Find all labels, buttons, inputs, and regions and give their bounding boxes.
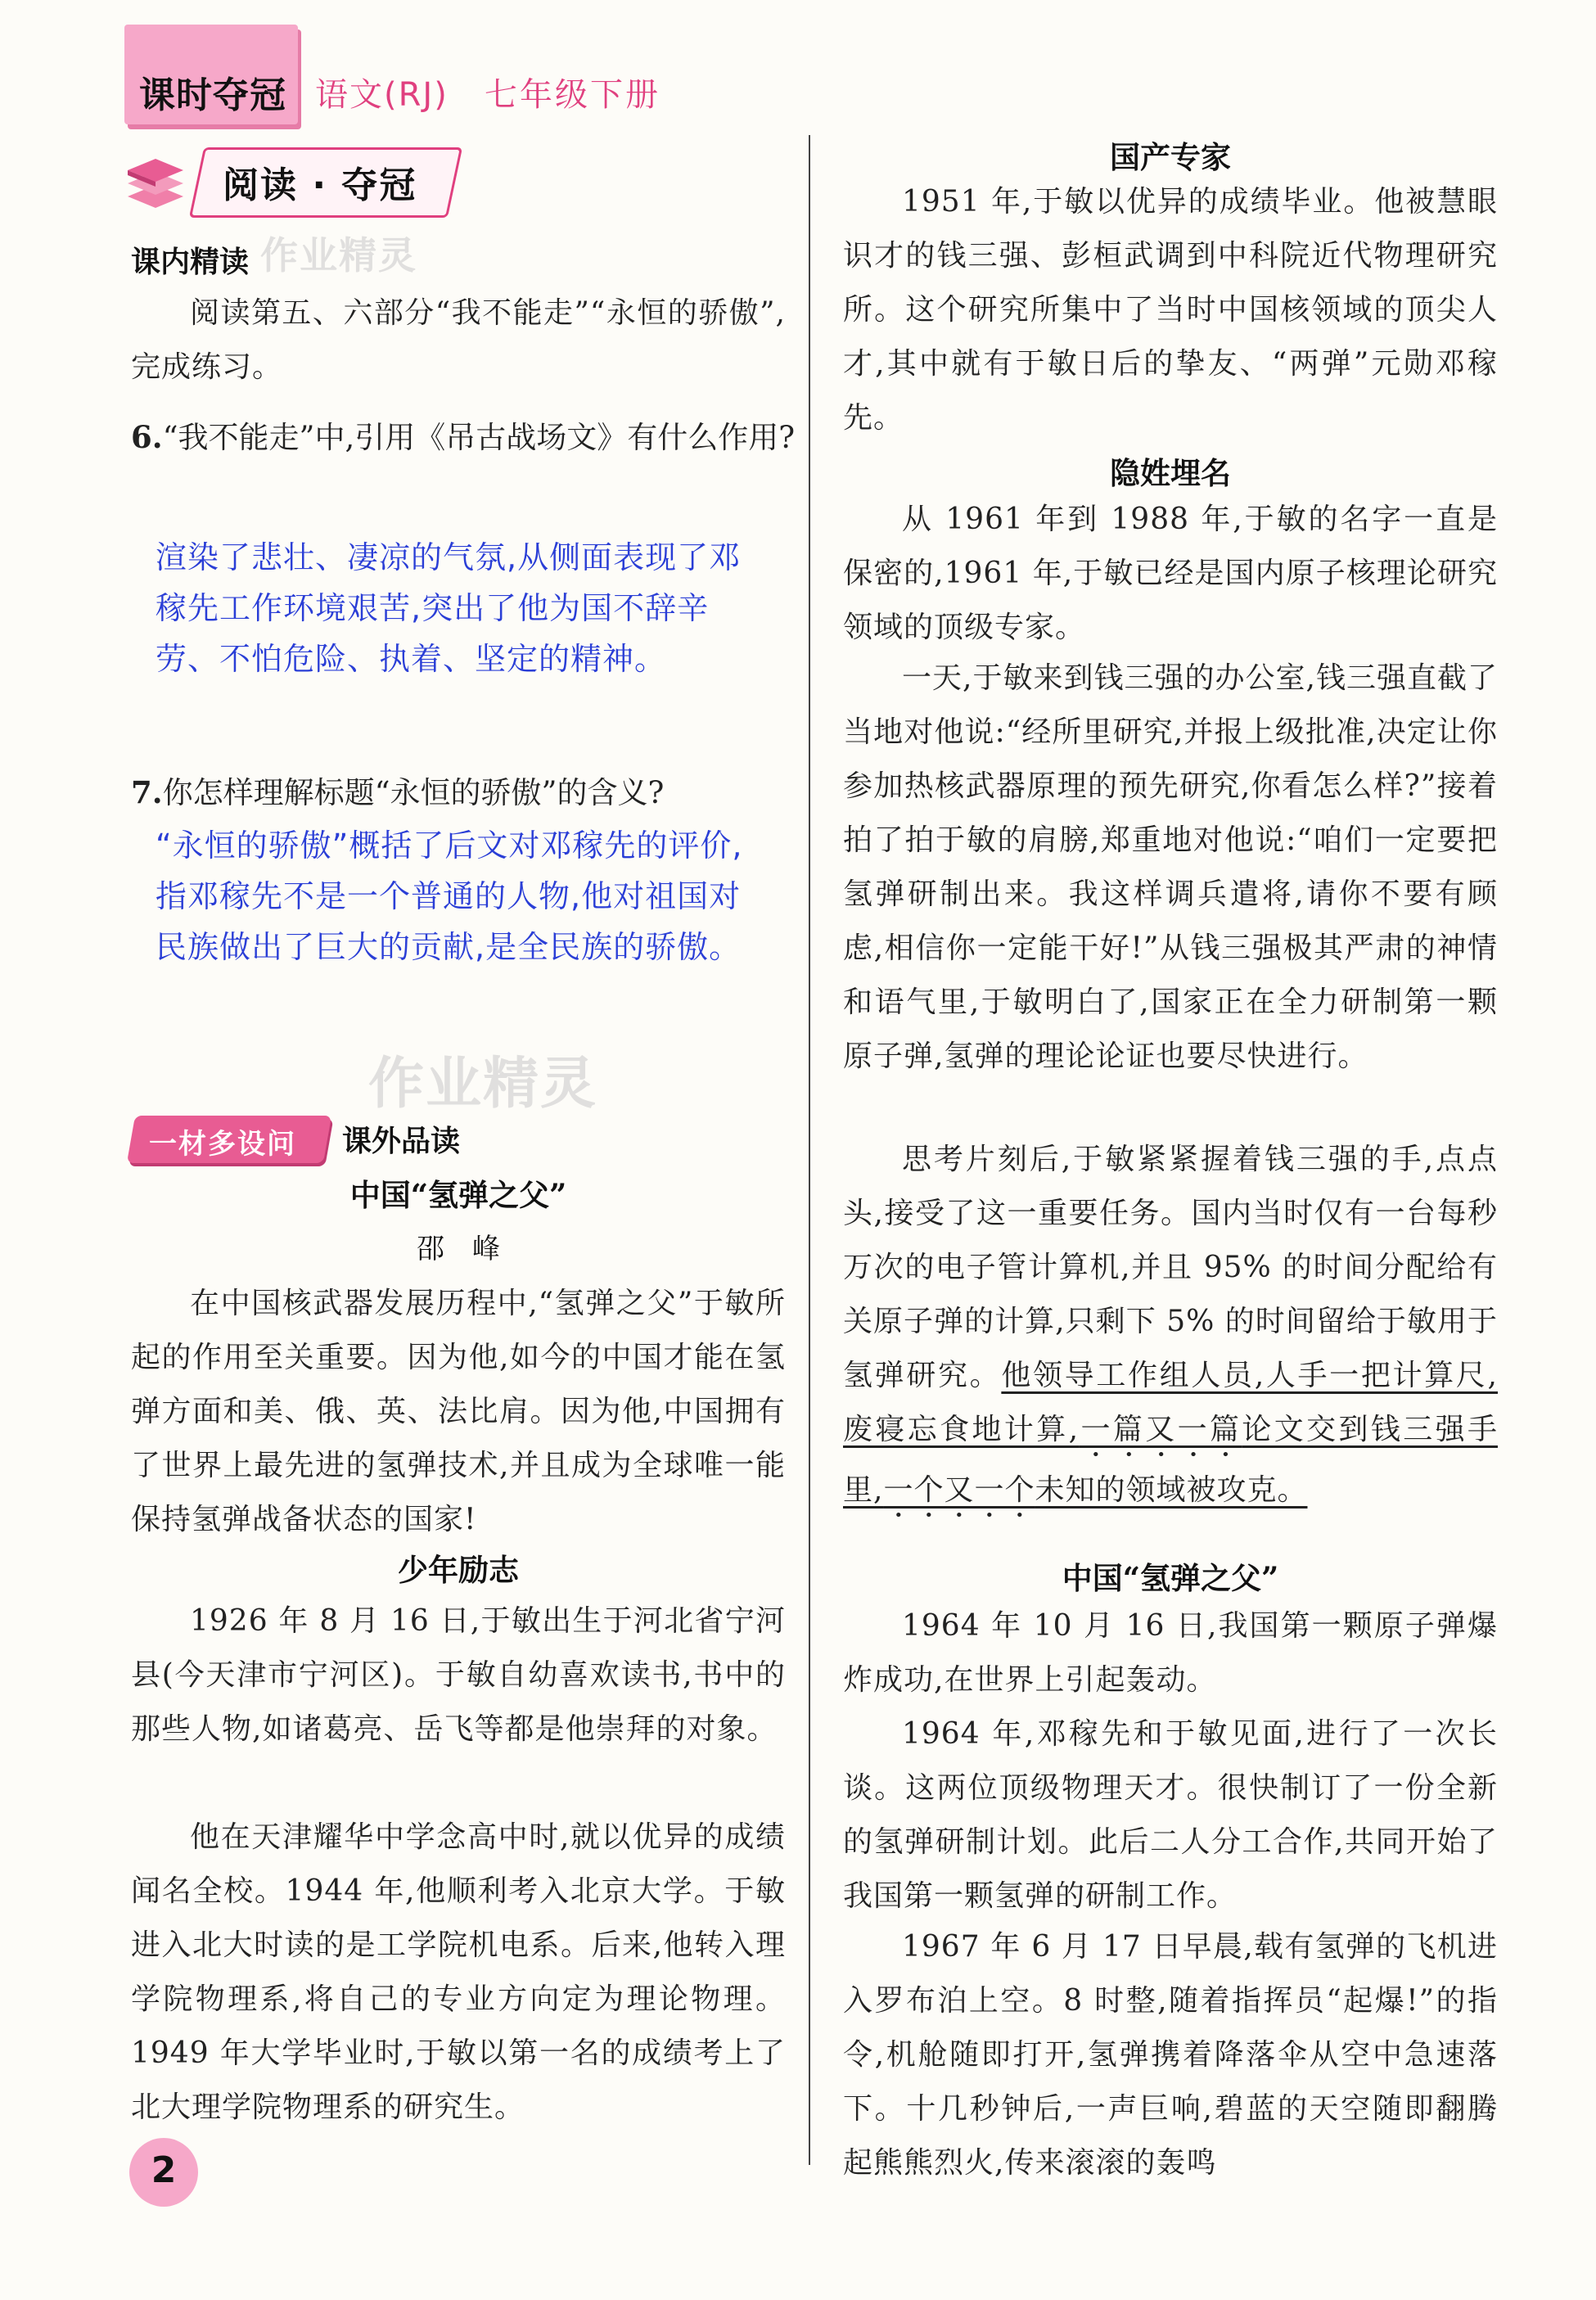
extra-heading: 课外品读 bbox=[342, 1125, 461, 1158]
section-title: 阅读 · 夺冠 bbox=[223, 165, 417, 206]
paragraph: 1964 年 10 月 16 日,我国第一颗原子弹爆炸成功,在世界上引起轰动。 bbox=[843, 1609, 1498, 1697]
answer-6: 渲染了悲壮、凄凉的气氛,从侧面表现了邓稼先工作环境艰苦,突出了他为国不辞辛劳、不怕危险、执着、坚定的精神。 bbox=[156, 539, 742, 677]
paragraph: 1951 年,于敏以优异的成绩毕业。他被慧眼识才的钱三强、彭桓武调到中科院近代物理研究所。这个研究所集中了当时中国核领域的顶尖人才,其中就有于敏日后的挚友、“两弹”元勋邓稼先。 bbox=[843, 185, 1498, 435]
watermark: 作业精灵 bbox=[368, 1052, 598, 1116]
question-text: “我不能走”中,引用《吊古战场文》有什么作用? bbox=[162, 420, 796, 455]
underlined-sentence: 他领导工作组人员,人手一把计算尺,废寝忘食地计算, bbox=[843, 1359, 1498, 1446]
paragraph: 一天,于敏来到钱三强的办公室,钱三强直截了当地对他说:“经所里研究,并报上级批准,决定让你参加热核武器原理的预先研究,你看怎么样?”接着拍了拍于敏的肩膀,郑重地对他说:“咱们一定要把氢弹研制出来。我这样调兵遣将,请你不要有顾虑,相信你一定能干好!”从钱三强极其严肃的神情和语气里,于敏明白了,国家正在全力研制第一颗原子弹,氢弹的理论论证也要尽快进行。 bbox=[843, 661, 1498, 1073]
watermark: 作业精灵 bbox=[260, 233, 417, 277]
emphasized-phrase: 一篇又一篇 bbox=[1079, 1413, 1242, 1446]
article-author: 邵 峰 bbox=[417, 1233, 500, 1265]
answer-7: “永恒的骄傲”概括了后文对邓稼先的评价,指邓稼先不是一个普通的人物,他对祖国对民族做出了巨大的贡献,是全民族的骄傲。 bbox=[156, 828, 743, 965]
book-stack-icon bbox=[123, 146, 188, 214]
reading-instruction: 阅读第五、六部分“我不能走”“永恒的骄傲”,完成练习。 bbox=[131, 296, 786, 384]
emphasized-phrase: 一个又一个 bbox=[883, 1473, 1035, 1507]
paragraph: 1926 年 8 月 16 日,于敏出生于河北省宁河县(今天津市宁河区)。于敏自幼喜欢读书,书中的那些人物,如诸葛亮、岳飞等都是他崇拜的对象。 bbox=[131, 1604, 786, 1746]
subheading-qingdan: 中国“氢弹之父” bbox=[1062, 1560, 1279, 1596]
paragraph-underlined: 思考片刻后,于敏紧紧握着钱三强的手,点点头,接受了这一重要任务。国内当时仅有一台每秒万次的电子管计算机,并且 95% 的时间分配给有关原子弹的计算,只剩下 5% 的时间留给于敏用于氢弹研究。他领导工作组人员,人手一把计算尺,废寝忘食地计算,一篇又一篇论文交到钱三强手里,一个又一个未知的领域被攻克。 bbox=[843, 1143, 1498, 1507]
paragraph: 1967 年 6 月 17 日早晨,载有氢弹的飞机进入罗布泊上空。8 时整,随着指挥员“起爆!”的指令,机舱随即打开,氢弹携着降落伞从空中急速落下。十几秒钟后,一声巨响,碧蓝的天空随即翻腾起熊熊烈火,传来滚滚的轰鸣 bbox=[843, 1930, 1498, 2180]
paragraph: 从 1961 年到 1988 年,于敏的名字一直是保密的,1961 年,于敏已经是国内原子核理论研究领域的顶级专家。 bbox=[843, 503, 1498, 644]
question-6 bbox=[131, 406, 820, 469]
question-7 bbox=[131, 761, 820, 824]
series-brand: 课时夺冠 bbox=[139, 74, 286, 116]
paragraph: 1964 年,邓稼先和于敏见面,进行了一次长谈。这两位顶级物理天才。很快制订了一份全新的氢弹研制计划。此后二人分工合作,共同开始了我国第一颗氢弹的研制工作。 bbox=[843, 1717, 1498, 1913]
inclass-heading: 课内精读 bbox=[131, 246, 250, 279]
question-number: 7. bbox=[131, 774, 163, 810]
tag-label: 一材多设问 bbox=[149, 1128, 296, 1161]
question-number: 6. bbox=[131, 419, 163, 455]
intro-paragraph: 在中国核武器发展历程中,“氢弹之父”于敏所起的作用至关重要。因为他,如今的中国才能在氢弹方面和美、俄、英、法比肩。因为他,中国拥有了世界上最先进的氢弹技术,并且成为全球唯一能保持氢弹战备状态的国家! bbox=[131, 1287, 786, 1536]
subheading-yinxing: 隐姓埋名 bbox=[1110, 455, 1231, 491]
subject-label: 语文(RJ) bbox=[315, 76, 449, 114]
page-number: 2 bbox=[151, 2149, 177, 2191]
subheading-guochan: 国产专家 bbox=[1110, 139, 1231, 175]
article-title: 中国“氢弹之父” bbox=[349, 1177, 567, 1213]
underlined-sentence: 论文交到钱三强手里, bbox=[843, 1413, 1498, 1507]
grade-label: 七年级下册 bbox=[485, 76, 660, 114]
underlined-sentence: 未知的领域被攻克。 bbox=[1035, 1473, 1308, 1507]
question-text: 你怎样理解标题“永恒的骄傲”的含义? bbox=[162, 775, 665, 810]
subheading-shaonian: 少年励志 bbox=[398, 1552, 519, 1588]
paragraph: 他在天津耀华中学念高中时,就以优异的成绩闻名全校。1944 年,他顺利考入北京大学。于敏进入北大时读的是工学院机电系。后来,他转入理学院物理系,将自己的专业方向定为理论物理。1949 年大学毕业时,于敏以第一名的成绩考上了北大理学院物理系的研究生。 bbox=[131, 1820, 786, 2124]
